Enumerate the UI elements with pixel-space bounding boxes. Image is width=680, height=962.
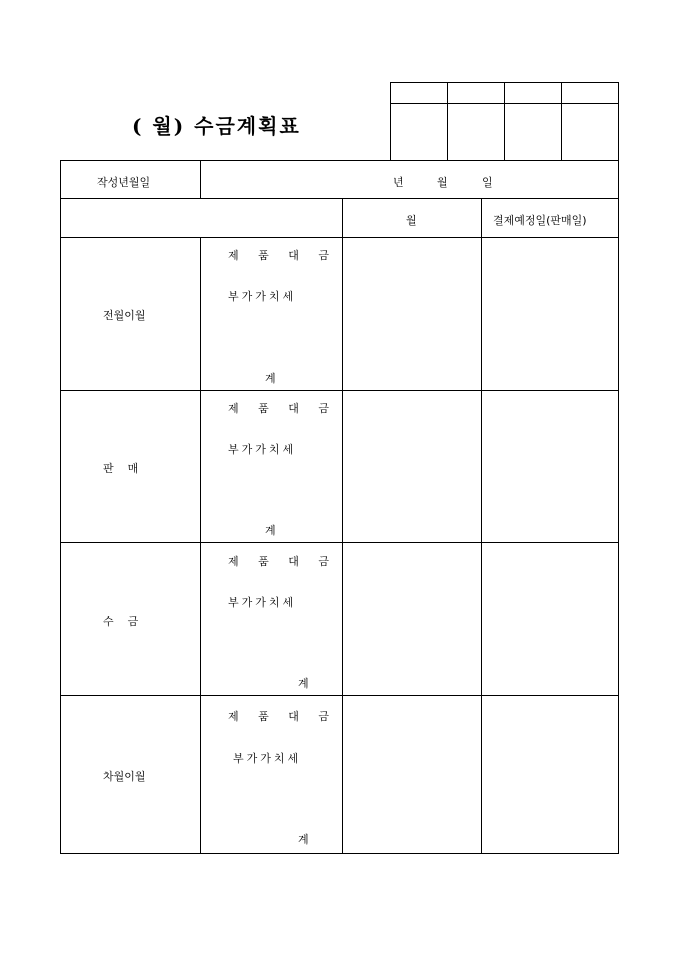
- item-vat: 부가가치세: [228, 596, 297, 609]
- section-label: 수 금: [103, 615, 139, 628]
- page-title: ( 월) 수금계획표: [132, 114, 301, 138]
- section-label: 판 매: [103, 462, 139, 475]
- item-total: 계: [298, 677, 309, 690]
- item-product-price: 제 품 대 금: [228, 555, 337, 568]
- item-product-price: 제 품 대 금: [228, 249, 337, 262]
- item-product-price: 제 품 대 금: [228, 402, 337, 415]
- date-day-label: 일: [482, 176, 493, 189]
- col-month-header: 월: [406, 214, 417, 227]
- date-month-label: 월: [437, 176, 448, 189]
- item-total: 계: [265, 524, 276, 537]
- col-payment-date-header: 결제예정일(판매일): [493, 214, 587, 227]
- item-vat: 부가가치세: [228, 290, 297, 303]
- written-date-label: 작성년월일: [97, 176, 151, 189]
- date-year-label: 년: [393, 176, 404, 189]
- item-vat: 부가가치세: [233, 752, 302, 765]
- section-label: 전월이월: [103, 309, 146, 322]
- item-total: 계: [298, 833, 309, 846]
- item-vat: 부가가치세: [228, 443, 297, 456]
- item-product-price: 제 품 대 금: [228, 710, 337, 723]
- item-total: 계: [265, 372, 276, 385]
- section-label: 차월이월: [103, 770, 146, 783]
